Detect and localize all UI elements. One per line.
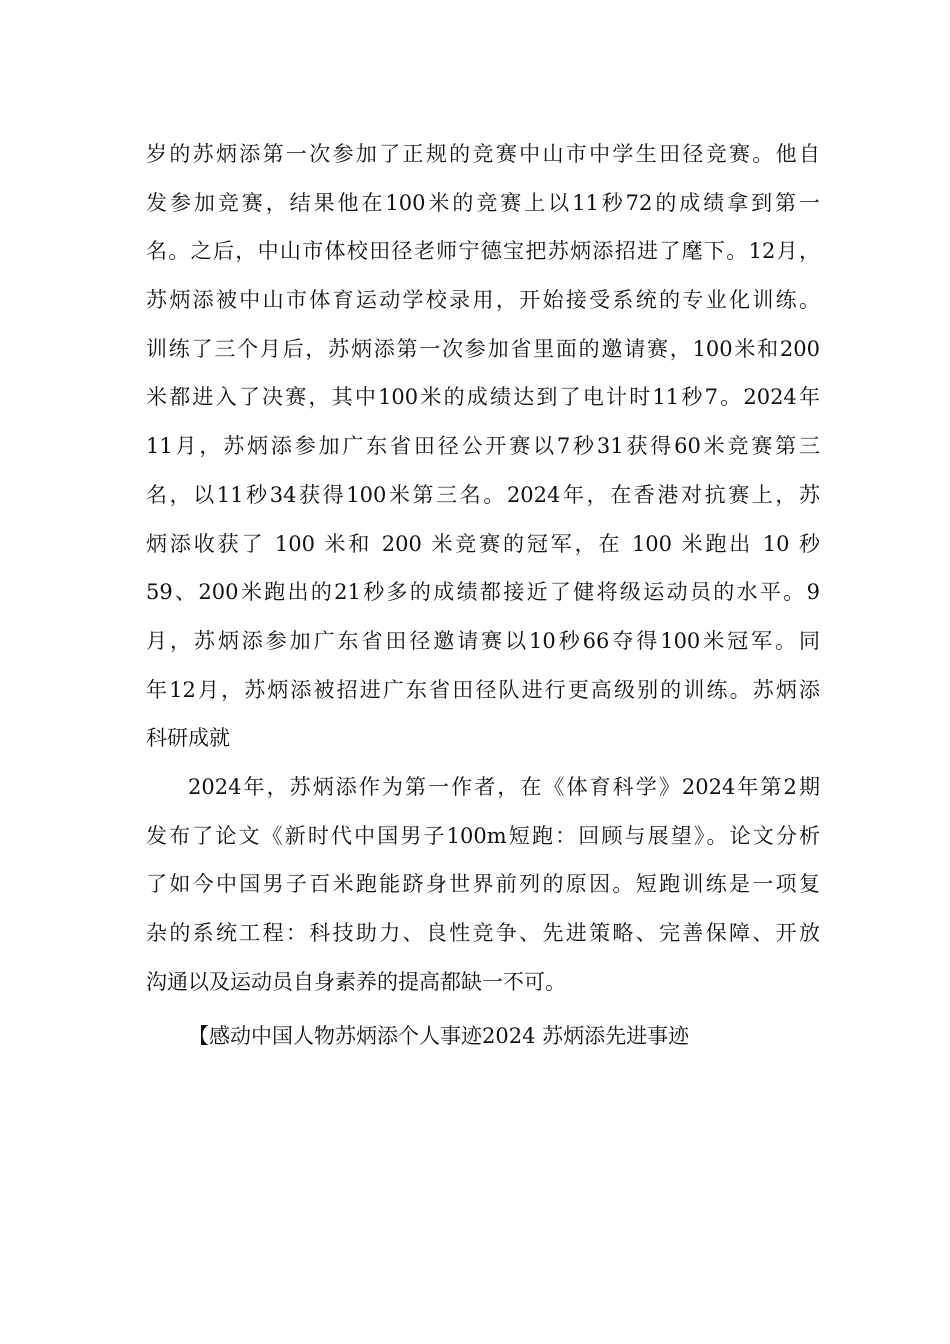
text-line: 月，苏炳添参加广东省田径邀请赛以10秒66夺得100米冠军。同 <box>146 628 820 653</box>
text-line: 59、200米跑出的21秒多的成绩都接近了健将级运动员的水平。9 <box>146 580 820 605</box>
text-line: 训练了三个月后，苏炳添第一次参加省里面的邀请赛，100米和200 <box>146 336 820 361</box>
text-line: 沟通以及运动员自身素养的提高都缺一不可。 <box>146 969 566 994</box>
text-line: 发参加竞赛，结果他在100米的竞赛上以11秒72的成绩拿到第一 <box>146 190 820 215</box>
text-line: 苏炳添被中山市体育运动学校录用，开始接受系统的专业化训练。 <box>146 288 820 313</box>
paragraph-research <box>146 763 820 1006</box>
text-line: 岁的苏炳添第一次参加了正规的竞赛中山市中学生田径竞赛。他自 <box>146 142 820 166</box>
paragraph-career <box>146 130 820 763</box>
text-line: 了如今中国男子百米跑能跻身世界前列的原因。短跑训练是一项复 <box>146 872 820 897</box>
text-line: 名，以11秒34获得100米第三名。2024年，在香港对抗赛上，苏 <box>146 482 820 507</box>
text-line: 米都进入了决赛，其中100米的成绩达到了电计时11秒7。2024年 <box>146 385 820 410</box>
text-line: 年12月，苏炳添被招进广东省田径队进行更高级别的训练。苏炳添 <box>146 677 820 702</box>
document-body <box>146 130 820 1061</box>
text-line: 发布了论文《新时代中国男子100m短跑：回顾与展望》。论文分析 <box>146 823 820 848</box>
text-line: 杂的系统工程：科技助力、良性竞争、先进策略、完善保障、开放 <box>146 921 820 945</box>
text-line: 11月，苏炳添参加广东省田径公开赛以7秒31获得60米竞赛第三 <box>146 434 820 459</box>
text-line: 名。之后，中山市体校田径老师宁德宝把苏炳添招进了麾下。12月， <box>146 239 820 264</box>
text-line: 2024年，苏炳添作为第一作者，在《体育科学》2024年第2期 <box>188 774 820 799</box>
footer-title: 【感动中国人物苏炳添个人事迹2024 苏炳添先进事迹 <box>188 1024 690 1049</box>
text-line: 炳添收获了 100 米和 200 米竞赛的冠军，在 100 米跑出 10 秒 <box>146 531 820 556</box>
text-line: 科研成就 <box>146 726 230 751</box>
